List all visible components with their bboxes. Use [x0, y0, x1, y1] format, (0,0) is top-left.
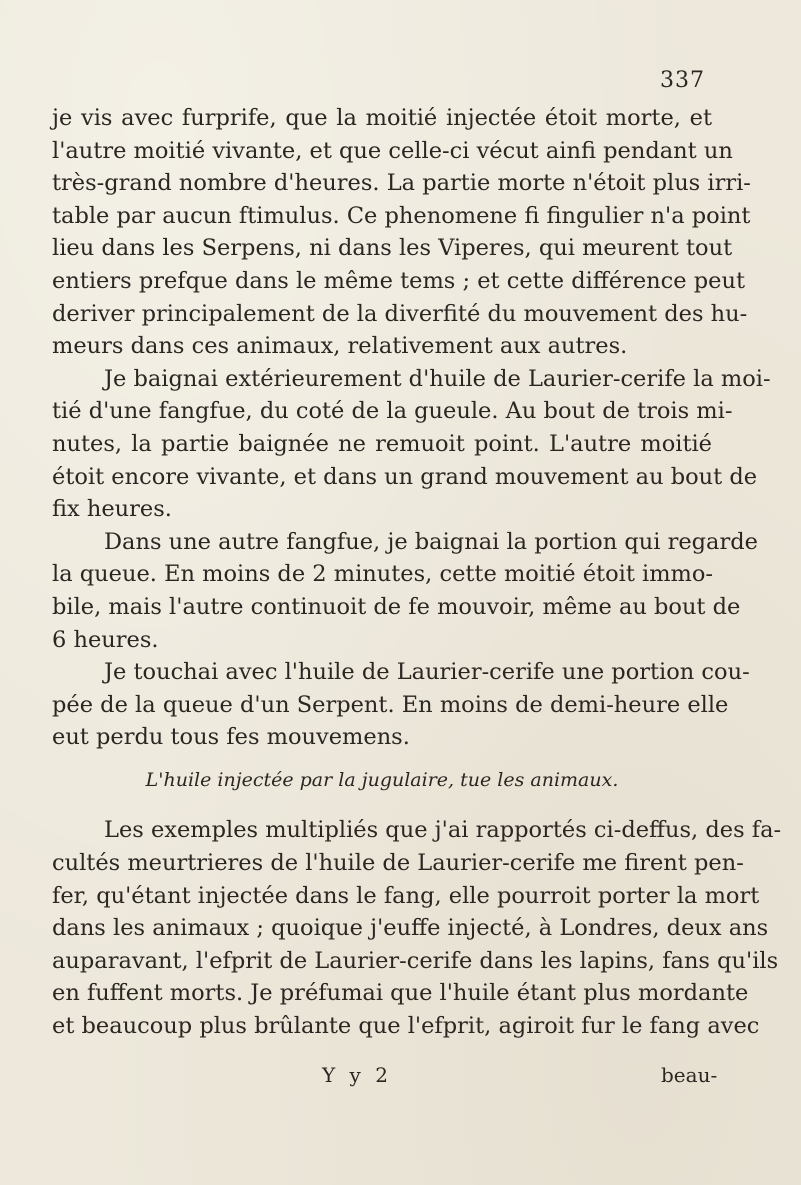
catchword: beau- — [661, 1063, 718, 1087]
text-line: pée de la queue d'un Serpent. En moins de demi-heure elle — [52, 691, 729, 718]
text-line: eut perdu tous fes mouvemens. — [52, 724, 410, 751]
text-line: deriver principalement de la diverfité du mouvement des hu- — [52, 300, 748, 327]
paragraph-1 — [52, 102, 751, 363]
text-line: auparavant, l'efprit de Laurier-cerife dans les lapins, fans qu'ils — [52, 947, 779, 974]
text-line: Je baignai extérieurement d'huile de Laurier-cerife la moi- — [104, 365, 771, 392]
text-line: nutes, la partie baignée ne remuoit point. L'autre moitié — [52, 430, 712, 457]
paragraph-3 — [52, 526, 758, 656]
paragraph-4 — [52, 656, 750, 754]
text-line: bile, mais l'autre continuoit de fe mouvoir, même au bout de — [52, 593, 741, 620]
text-line: fix heures. — [52, 496, 172, 523]
text-line: étoit encore vivante, et dans un grand mouvement au bout de — [52, 463, 758, 490]
text-line: Je touchai avec l'huile de Laurier-cerife une portion cou- — [104, 659, 750, 686]
page-number: 337 — [660, 68, 705, 93]
text-line: la queue. En moins de 2 minutes, cette moitié étoit immo- — [52, 561, 714, 588]
text-line: fer, qu'étant injectée dans le fang, elle pourroit porter la mort — [52, 882, 760, 909]
paragraph-2 — [52, 363, 771, 526]
body-text — [52, 102, 782, 1043]
signature-mark: Y y 2 — [322, 1063, 392, 1087]
text-line: table par aucun ftimulus. Ce phenomene fi fingulier n'a point — [52, 202, 751, 229]
text-line: l'autre moitié vivante, et que celle-ci vécut ainfi pendant un — [52, 137, 733, 164]
text-line: cultés meurtrieres de l'huile de Laurier-cerife me firent pen- — [52, 850, 744, 877]
paragraph-5 — [52, 814, 782, 1042]
text-line: dans les animaux ; quoique j'euffe injecté, à Londres, deux ans — [52, 915, 769, 942]
text-line: meurs dans ces animaux, relativement aux autres. — [52, 333, 628, 360]
text-line: lieu dans les Serpens, ni dans les Viperes, qui meurent tout — [52, 235, 733, 262]
text-line: Les exemples multipliés que j'ai rapportés ci-deffus, des fa- — [104, 817, 782, 844]
text-line: en fuffent morts. Je préfumai que l'huile étant plus mordante — [52, 980, 749, 1007]
text-line: je vis avec furprife, que la moitié injectée étoit morte, et — [52, 105, 712, 131]
section-heading: L'huile injectée par la jugulaire, tue les animaux. — [145, 768, 619, 791]
text-line: et beaucoup plus brûlante que l'efprit, agiroit fur le fang avec — [52, 1013, 760, 1040]
text-line: 6 heures. — [52, 626, 159, 653]
text-line: Dans une autre fangfue, je baignai la portion qui regarde — [104, 528, 758, 555]
text-line: tié d'une fangfue, du coté de la gueule. Au bout de trois mi- — [52, 398, 733, 425]
text-line: très-grand nombre d'heures. La partie morte n'étoit plus irri- — [52, 170, 751, 197]
text-line: entiers prefque dans le même tems ; et cette différence peut — [52, 267, 745, 294]
